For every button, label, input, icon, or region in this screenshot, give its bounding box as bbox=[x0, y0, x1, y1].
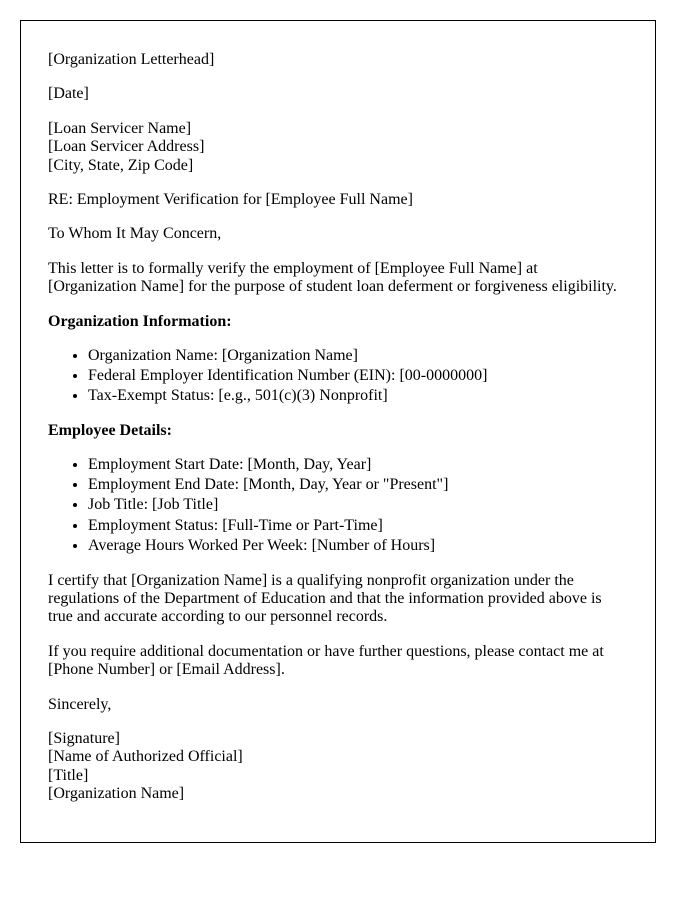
employee-details-heading: Employee Details: bbox=[48, 421, 172, 439]
signature-placeholder: [Signature] bbox=[48, 729, 120, 747]
recipient-name: [Loan Servicer Name] bbox=[48, 119, 192, 137]
certification-paragraph: I certify that [Organization Name] is a qualifying nonprofit organization under the regulations of the Department of Education and that the information provided above is true and accurate according to our personnel records. bbox=[48, 571, 602, 626]
org-info-item: • Tax-Exempt Status: [e.g., 501(c)(3) Nonprofit] bbox=[88, 387, 629, 405]
employee-details-list bbox=[48, 456, 629, 556]
employee-details-item: • Average Hours Worked Per Week: [Number of Hours] bbox=[88, 537, 629, 555]
org-info-heading: Organization Information: bbox=[48, 312, 232, 330]
intro-paragraph: This letter is to formally verify the employment of [Employee Full Name] at [Organization Name] for the purpose of student loan deferment or forgiveness eligibility. bbox=[48, 259, 617, 296]
org-info-list bbox=[48, 347, 629, 406]
recipient-address: [Loan Servicer Address] bbox=[48, 138, 205, 156]
official-title: [Title] bbox=[48, 766, 89, 784]
salutation: To Whom It May Concern, bbox=[48, 225, 222, 243]
employee-details-item: • Employment End Date: [Month, Day, Year or "Present"] bbox=[88, 476, 629, 494]
org-info-item: • Federal Employer Identification Number (EIN): [00-0000000] bbox=[88, 367, 629, 385]
recipient-city-state-zip: [City, State, Zip Code] bbox=[48, 156, 194, 174]
date-placeholder: [Date] bbox=[48, 85, 89, 103]
closing: Sincerely, bbox=[48, 695, 112, 713]
letter-page bbox=[20, 20, 656, 843]
employee-details-item: • Employment Status: [Full-Time or Part-Time] bbox=[88, 517, 629, 535]
contact-paragraph: If you require additional documentation or have further questions, please contact me at [Phone Number] or [Email Address]. bbox=[48, 642, 604, 679]
letterhead-placeholder: [Organization Letterhead] bbox=[48, 51, 215, 68]
employee-details-item: • Job Title: [Job Title] bbox=[88, 496, 629, 514]
org-info-item: • Organization Name: [Organization Name] bbox=[88, 347, 629, 365]
subject-line: RE: Employment Verification for [Employee Full Name] bbox=[48, 190, 413, 208]
employee-details-item: • Employment Start Date: [Month, Day, Year] bbox=[88, 456, 629, 474]
authorized-official-name: [Name of Authorized Official] bbox=[48, 748, 243, 766]
signature-block bbox=[48, 730, 629, 804]
signature-org-name: [Organization Name] bbox=[48, 785, 185, 803]
recipient-block bbox=[48, 120, 629, 175]
